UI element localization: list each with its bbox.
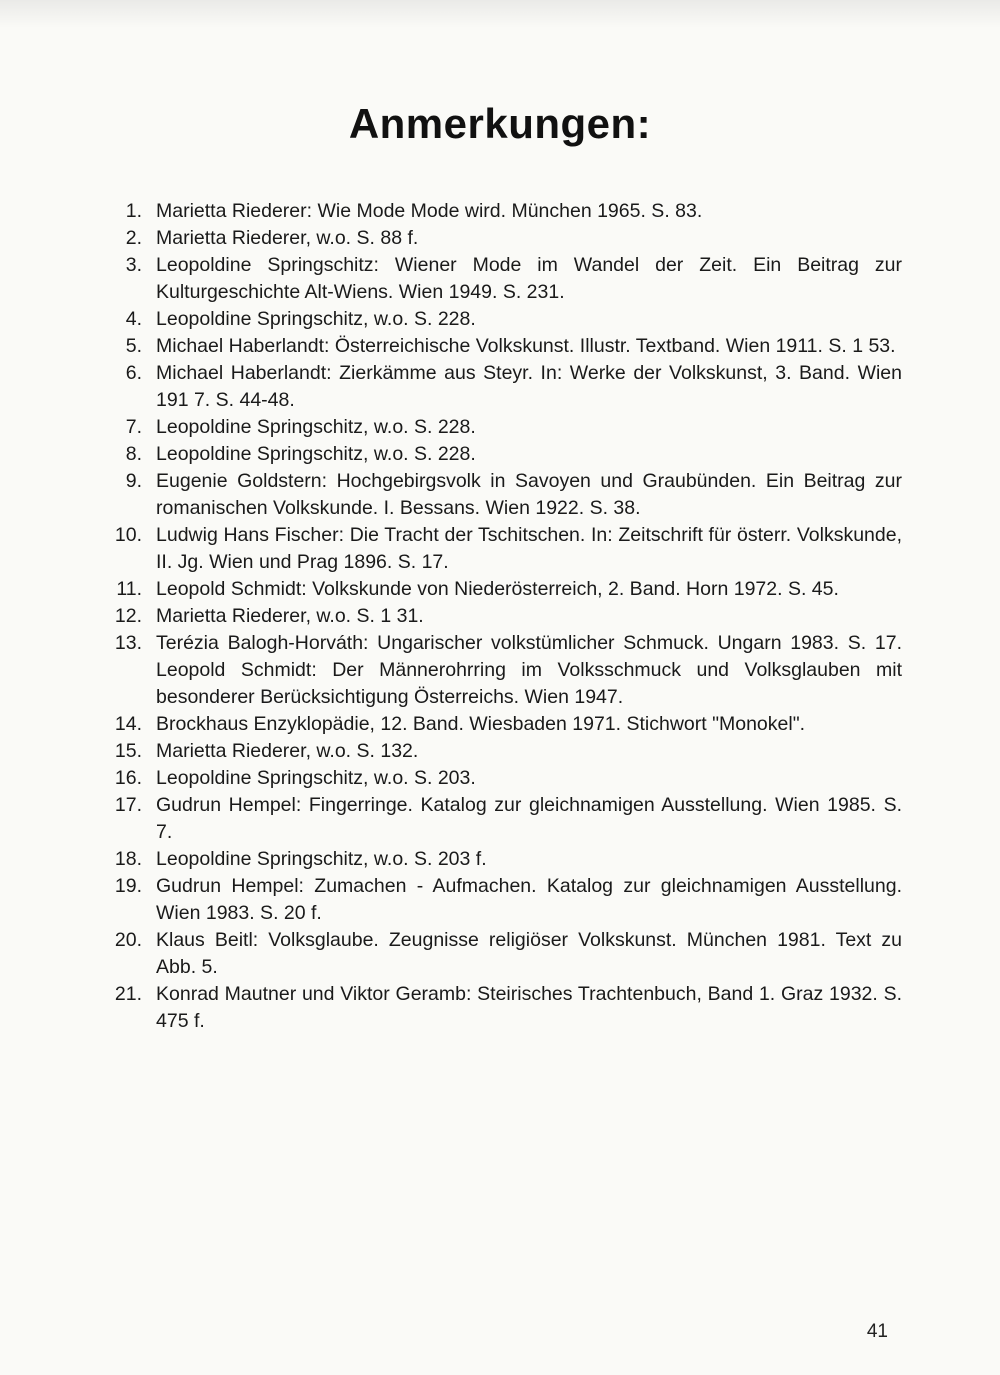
note-text: Marietta Riederer: Wie Mode Mode wird. München 1965. S. 83. — [156, 200, 703, 222]
note-text: Marietta Riederer, w.o. S. 132. — [156, 740, 419, 762]
note-text: Ludwig Hans Fischer: Die Tracht der Tschitschen. In: Zeitschrift für österr. Volkskunde, II. Jg. Wien und Prag 1896. S. 17. — [156, 524, 902, 573]
note-text: Gudrun Hempel: Zumachen - Aufmachen. Katalog zur gleichnamigen Ausstellung. Wien 1983. S. 20 f. — [156, 875, 902, 924]
note-number: 8. — [125, 443, 142, 465]
list-item — [112, 792, 902, 846]
list-item — [112, 927, 902, 981]
list-item — [112, 414, 902, 441]
list-item — [112, 846, 902, 873]
list-item — [112, 630, 902, 711]
note-text: Brockhaus Enzyklopädie, 12. Band. Wiesbaden 1971. Stichwort "Monokel". — [156, 713, 806, 735]
note-number: 18. — [114, 848, 142, 870]
list-item — [112, 441, 902, 468]
list-item — [112, 198, 902, 225]
note-text: Leopoldine Springschitz, w.o. S. 228. — [156, 443, 476, 465]
note-number: 9. — [125, 470, 142, 492]
note-number: 19. — [114, 875, 142, 897]
note-number: 5. — [125, 335, 142, 357]
note-number: 12. — [114, 605, 142, 627]
list-item — [112, 522, 902, 576]
list-item — [112, 981, 902, 1035]
note-text: Marietta Riederer, w.o. S. 1 31. — [156, 605, 424, 627]
note-number: 7. — [125, 416, 142, 438]
list-item — [112, 333, 902, 360]
note-number: 1. — [125, 200, 142, 222]
note-number: 10. — [114, 524, 142, 546]
list-item — [112, 603, 902, 630]
note-text: Klaus Beitl: Volksglaube. Zeugnisse religiöser Volkskunst. München 1981. Text zu Abb. 5. — [156, 929, 902, 978]
note-text: Leopoldine Springschitz, w.o. S. 228. — [156, 416, 476, 438]
list-item — [112, 468, 902, 522]
page-title: Anmerkungen: — [348, 100, 652, 147]
list-item — [112, 738, 902, 765]
note-number: 3. — [125, 254, 142, 276]
note-number: 4. — [125, 308, 142, 330]
list-item — [112, 576, 902, 603]
note-text: Michael Haberlandt: Zierkämme aus Steyr. In: Werke der Volkskunst, 3. Band. Wien 191 7. S. 44-48. — [156, 362, 902, 411]
note-text: Leopold Schmidt: Volkskunde von Niederösterreich, 2. Band. Horn 1972. S. 45. — [156, 578, 839, 600]
note-text: Leopoldine Springschitz, w.o. S. 203. — [156, 767, 476, 789]
list-item — [112, 225, 902, 252]
note-text: Michael Haberlandt: Österreichische Volkskunst. Illustr. Textband. Wien 1911. S. 1 53. — [156, 335, 896, 357]
note-number: 21. — [114, 983, 142, 1005]
notes-list — [112, 198, 902, 1035]
list-item — [112, 873, 902, 927]
note-number: 14. — [114, 713, 142, 735]
note-text: Leopoldine Springschitz, w.o. S. 228. — [156, 308, 476, 330]
note-number: 17. — [114, 794, 142, 816]
list-item — [112, 711, 902, 738]
note-number: 16. — [114, 767, 142, 789]
list-item — [112, 252, 902, 306]
note-number: 11. — [116, 578, 142, 600]
note-text: Leopoldine Springschitz: Wiener Mode im Wandel der Zeit. Ein Beitrag zur Kulturgeschichte Alt-Wiens. Wien 1949. S. 231. — [156, 254, 902, 303]
note-number: 6. — [125, 362, 142, 384]
note-number: 13. — [114, 632, 142, 654]
note-text: Terézia Balogh-Horváth: Ungarischer volkstümlicher Schmuck. Ungarn 1983. S. 17. Leopold Schmidt: Der Männerohrring im Volksschmuck und Volksglauben mit besonderer Berücksichtigung Österreichs. Wien 1947. — [156, 632, 902, 708]
note-number: 20. — [114, 929, 142, 951]
note-text: Gudrun Hempel: Fingerringe. Katalog zur gleichnamigen Ausstellung. Wien 1985. S. 7. — [156, 794, 902, 843]
list-item — [112, 360, 902, 414]
note-text: Konrad Mautner und Viktor Geramb: Steirisches Trachtenbuch, Band 1. Graz 1932. S. 475 f. — [156, 983, 902, 1032]
note-text: Leopoldine Springschitz, w.o. S. 203 f. — [156, 848, 487, 870]
page-number: 41 — [866, 1321, 888, 1342]
note-text: Eugenie Goldstern: Hochgebirgsvolk in Savoyen und Graubünden. Ein Beitrag zur romanischen Volkskunde. I. Bessans. Wien 1922. S. 38. — [156, 470, 902, 519]
note-number: 15. — [114, 740, 142, 762]
scan-artifact-top-edge — [0, 0, 1000, 28]
note-number: 2. — [125, 227, 142, 249]
note-text: Marietta Riederer, w.o. S. 88 f. — [156, 227, 419, 249]
list-item — [112, 306, 902, 333]
list-item — [112, 765, 902, 792]
